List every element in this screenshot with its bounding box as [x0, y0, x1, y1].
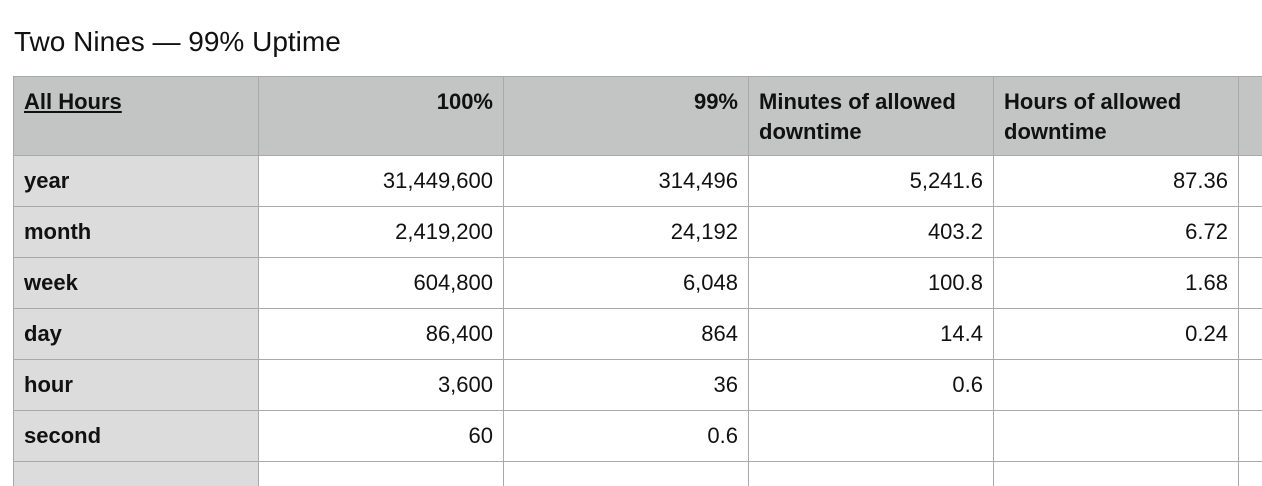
table-row [14, 207, 1262, 258]
table-cell[interactable]: 2,419,200 [259, 207, 504, 258]
table-row [14, 411, 1262, 462]
table-cell[interactable]: 0.6 [504, 411, 749, 462]
table-cell[interactable]: 14.4 [749, 309, 994, 360]
header-cell-empty[interactable] [1239, 77, 1262, 156]
data-table-container [13, 76, 1262, 486]
table-cell[interactable]: 864 [504, 309, 749, 360]
table-cell[interactable]: 87.36 [994, 156, 1239, 207]
table-row [14, 360, 1262, 411]
data-table [13, 76, 1262, 486]
table-cell[interactable] [259, 462, 504, 486]
header-cell-100-percent[interactable]: 100% [259, 77, 504, 156]
row-header-cell[interactable]: week [14, 258, 259, 309]
table-cell[interactable] [504, 462, 749, 486]
table-cell[interactable]: 6,048 [504, 258, 749, 309]
row-header-cell[interactable]: second [14, 411, 259, 462]
table-cell[interactable]: 100.8 [749, 258, 994, 309]
header-row [14, 77, 1262, 156]
table-cell[interactable]: 6.72 [994, 207, 1239, 258]
table-cell[interactable]: 403.2 [749, 207, 994, 258]
table-cell-empty[interactable] [1239, 156, 1262, 207]
row-header-cell[interactable]: month [14, 207, 259, 258]
row-header-cell[interactable]: hour [14, 360, 259, 411]
table-cell[interactable]: 0.24 [994, 309, 1239, 360]
table-cell[interactable]: 31,449,600 [259, 156, 504, 207]
table-cell[interactable]: 1.68 [994, 258, 1239, 309]
table-cell[interactable]: 24,192 [504, 207, 749, 258]
table-cell[interactable] [749, 462, 994, 486]
header-cell-99-percent[interactable]: 99% [504, 77, 749, 156]
row-header-cell[interactable]: day [14, 309, 259, 360]
table-cell[interactable] [994, 411, 1239, 462]
header-cell-hours-downtime[interactable]: Hours of allowed downtime [994, 77, 1239, 156]
table-row [14, 258, 1262, 309]
header-cell-all-hours[interactable]: All Hours [14, 77, 259, 156]
table-cell[interactable]: 5,241.6 [749, 156, 994, 207]
table-cell-empty[interactable] [1239, 309, 1262, 360]
table-cell-empty[interactable] [1239, 462, 1262, 486]
table-cell-empty[interactable] [1239, 411, 1262, 462]
table-row [14, 309, 1262, 360]
table-cell[interactable]: 0.6 [749, 360, 994, 411]
table-cell[interactable]: 86,400 [259, 309, 504, 360]
sheet-title[interactable]: Two Nines — 99% Uptime [14, 26, 341, 57]
row-header-cell[interactable]: year [14, 156, 259, 207]
table-row [14, 156, 1262, 207]
table-cell[interactable]: 3,600 [259, 360, 504, 411]
table-cell[interactable]: 36 [504, 360, 749, 411]
table-cell-empty[interactable] [1239, 207, 1262, 258]
table-cell[interactable]: 314,496 [504, 156, 749, 207]
table-cell[interactable] [994, 360, 1239, 411]
table-cell[interactable]: 60 [259, 411, 504, 462]
table-cell[interactable]: 604,800 [259, 258, 504, 309]
table-cell-empty[interactable] [1239, 360, 1262, 411]
row-header-cell[interactable] [14, 462, 259, 486]
table-cell-empty[interactable] [1239, 258, 1262, 309]
table-cell[interactable] [994, 462, 1239, 486]
table-row [14, 462, 1262, 486]
table-cell[interactable] [749, 411, 994, 462]
header-cell-minutes-downtime[interactable]: Minutes of allowed downtime [749, 77, 994, 156]
